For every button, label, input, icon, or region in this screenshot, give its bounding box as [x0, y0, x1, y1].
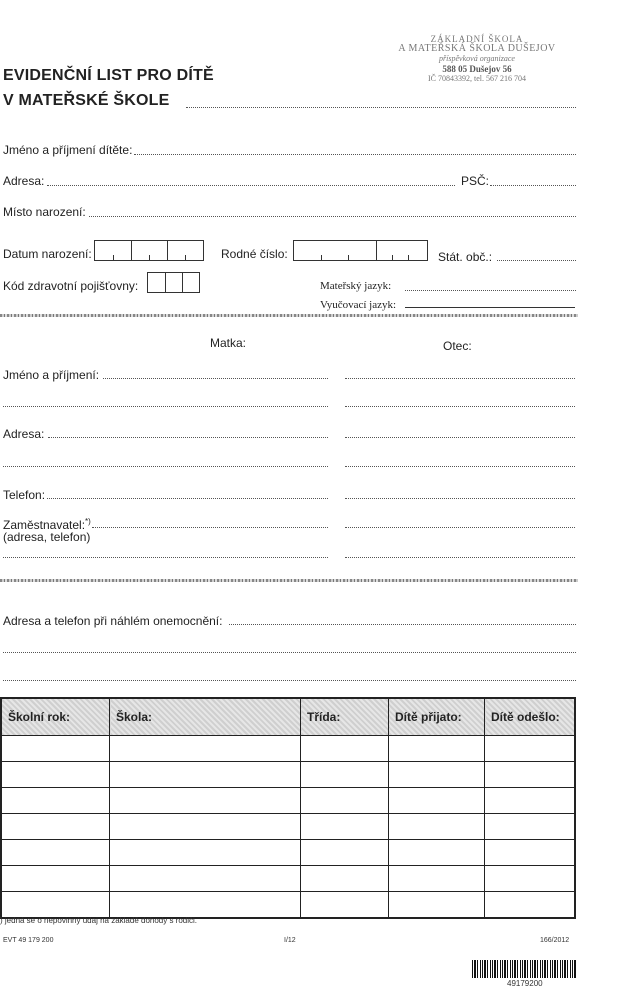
table-cell[interactable] — [110, 762, 301, 788]
table-row — [1, 762, 575, 788]
mother-tongue-label: Mateřský jazyk: — [320, 280, 392, 292]
title-dotted-line — [186, 107, 576, 108]
barcode — [472, 960, 576, 978]
mother-heading: Matka: — [210, 336, 247, 350]
table-row — [1, 814, 575, 840]
birthplace-label: Místo narození: — [3, 205, 86, 219]
table-cell[interactable] — [389, 762, 485, 788]
employer-sub-label: (adresa, telefon) — [3, 530, 91, 544]
stamp-line-2: A MATEŘSKÁ ŠKOLA DUŠEJOV — [398, 43, 556, 54]
parent-name-label: Jméno a příjmení: — [3, 368, 100, 382]
child-address-label: Adresa: — [3, 174, 45, 188]
table-row — [1, 840, 575, 866]
birth-number-label: Rodné číslo: — [221, 247, 288, 261]
mother-tongue-field[interactable] — [405, 290, 576, 291]
table-cell[interactable] — [1, 762, 110, 788]
table-cell[interactable] — [389, 840, 485, 866]
table-cell[interactable] — [110, 788, 301, 814]
citizenship-field[interactable] — [497, 260, 576, 261]
table-body — [1, 736, 575, 919]
mother-name-field[interactable] — [103, 378, 328, 379]
school-header: Škola: — [110, 698, 301, 736]
table-cell[interactable] — [389, 866, 485, 892]
birthplace-field[interactable] — [89, 216, 576, 217]
table-cell[interactable] — [1, 892, 110, 919]
separator-band-1 — [0, 314, 578, 317]
mother-employer-field[interactable] — [92, 527, 328, 528]
table-cell[interactable] — [1, 840, 110, 866]
table-cell[interactable] — [301, 788, 389, 814]
emergency-contact-field[interactable] — [229, 624, 576, 625]
teaching-language-field[interactable] — [405, 307, 575, 308]
table-cell[interactable] — [389, 788, 485, 814]
table-cell[interactable] — [1, 736, 110, 762]
form-title-line-1: EVIDENČNÍ LIST PRO DÍTĚ — [3, 67, 214, 84]
father-address-field-2[interactable] — [345, 466, 575, 467]
child-address-field[interactable] — [47, 185, 455, 186]
father-phone-field[interactable] — [345, 498, 575, 499]
table-cell[interactable] — [1, 814, 110, 840]
mother-employer-field-2[interactable] — [3, 557, 328, 558]
table-cell[interactable] — [110, 866, 301, 892]
mother-name-field-2[interactable] — [3, 406, 328, 407]
table-cell[interactable] — [485, 814, 576, 840]
father-address-field[interactable] — [345, 437, 575, 438]
psc-label: PSČ: — [461, 174, 490, 188]
table-cell[interactable] — [485, 866, 576, 892]
table-row — [1, 736, 575, 762]
table-cell[interactable] — [389, 892, 485, 919]
school-stamp — [392, 34, 562, 84]
citizenship-label: Stát. obč.: — [438, 250, 493, 264]
form-code-left: EVT 49 179 200 — [3, 937, 54, 944]
employer-footnote-mark: *) — [85, 517, 91, 526]
child-name-label: Jméno a příjmení dítěte: — [3, 143, 133, 157]
table-cell[interactable] — [301, 892, 389, 919]
separator-band-2 — [0, 579, 578, 582]
stamp-line-1: ZÁKLADNÍ ŠKOLA — [430, 34, 524, 44]
table-cell[interactable] — [1, 788, 110, 814]
table-cell[interactable] — [485, 892, 576, 919]
table-cell[interactable] — [301, 762, 389, 788]
emergency-contact-label: Adresa a telefon při náhlém onemocnění: — [3, 614, 223, 628]
form-code-mid: I/12 — [284, 937, 296, 944]
father-employer-field-2[interactable] — [345, 557, 575, 558]
table-cell[interactable] — [485, 736, 576, 762]
mother-address-field[interactable] — [48, 437, 328, 438]
table-cell[interactable] — [389, 736, 485, 762]
birthdate-label: Datum narození: — [3, 247, 92, 261]
table-cell[interactable] — [1, 866, 110, 892]
child-name-field[interactable] — [134, 154, 576, 155]
parent-address-label: Adresa: — [3, 427, 45, 441]
teaching-language-label: Vyučovací jazyk: — [320, 299, 397, 311]
father-name-field[interactable] — [345, 378, 575, 379]
table-cell[interactable] — [301, 736, 389, 762]
birthdate-boxes[interactable] — [94, 240, 204, 261]
emergency-contact-field-3[interactable] — [3, 680, 576, 681]
table-cell[interactable] — [485, 762, 576, 788]
mother-phone-field[interactable] — [47, 498, 328, 499]
table-row — [1, 892, 575, 919]
table-cell[interactable] — [485, 788, 576, 814]
insurance-label: Kód zdravotní pojišťovny: — [3, 279, 139, 293]
insurance-code-boxes[interactable] — [147, 272, 200, 293]
form-title-line-2: V MATEŘSKÉ ŠKOLE — [3, 92, 170, 109]
barcode-number: 49179200 — [507, 979, 543, 988]
table-header-row — [1, 698, 575, 736]
employer-label-text: Zaměstnavatel: — [3, 518, 86, 532]
father-employer-field[interactable] — [345, 527, 575, 528]
table-row — [1, 866, 575, 892]
table-cell[interactable] — [389, 814, 485, 840]
table-cell[interactable] — [110, 840, 301, 866]
enrollment-table — [0, 697, 576, 919]
stamp-line-5: IČ 70843392, tel. 567 216 704 — [428, 74, 526, 83]
school-year-header: Školní rok: — [1, 698, 110, 736]
table-cell[interactable] — [485, 840, 576, 866]
parent-phone-label: Telefon: — [3, 488, 46, 502]
stamp-line-4: 588 05 Dušejov 56 — [442, 64, 512, 74]
admitted-header: Dítě přijato: — [389, 698, 485, 736]
birth-number-boxes[interactable] — [293, 240, 428, 261]
table-cell[interactable] — [301, 840, 389, 866]
table-row — [1, 788, 575, 814]
form-code-right: 166/2012 — [540, 937, 570, 944]
emergency-contact-field-2[interactable] — [3, 652, 576, 653]
table-cell[interactable] — [110, 892, 301, 919]
footnote: ) jedná se o nepovinný údaj na základě dohody s rodiči. — [0, 916, 198, 925]
stamp-line-3: příspěvková organizace — [439, 54, 515, 63]
table-cell[interactable] — [110, 736, 301, 762]
table-cell[interactable] — [110, 814, 301, 840]
father-heading: Otec: — [443, 339, 472, 353]
table-cell[interactable] — [301, 814, 389, 840]
psc-field[interactable] — [490, 185, 576, 186]
class-header: Třída: — [301, 698, 389, 736]
table-cell[interactable] — [301, 866, 389, 892]
father-name-field-2[interactable] — [345, 406, 575, 407]
mother-address-field-2[interactable] — [3, 466, 328, 467]
left-header: Dítě odešlo: — [485, 698, 576, 736]
